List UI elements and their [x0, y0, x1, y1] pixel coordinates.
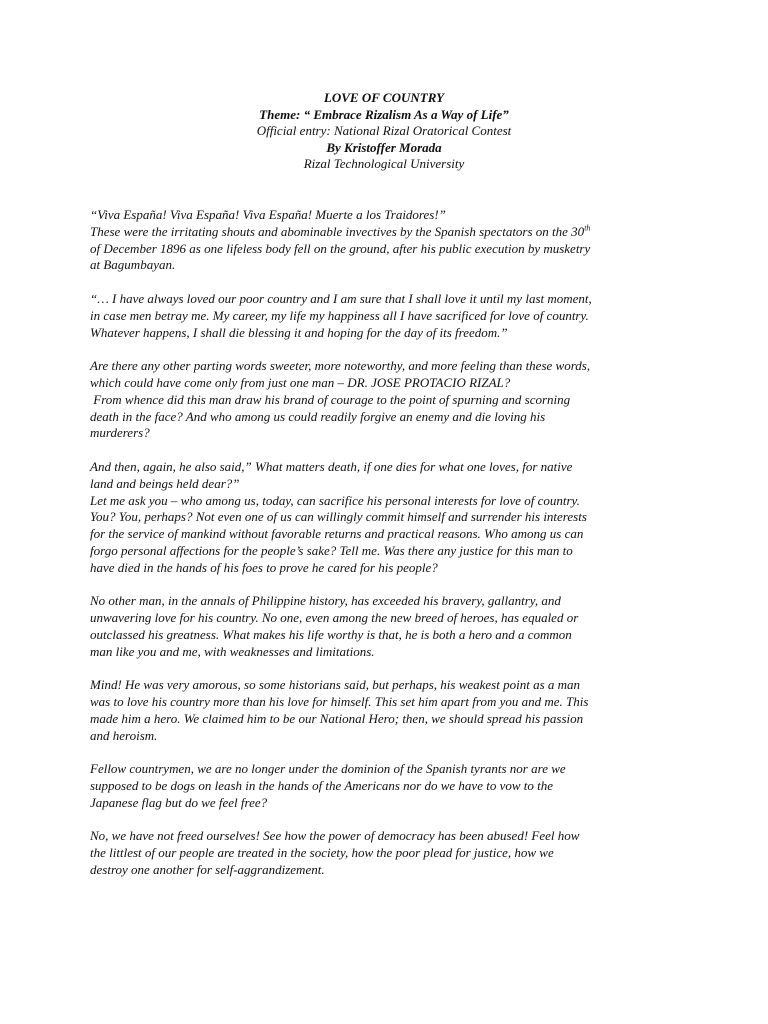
text-line: supposed to be dogs on leash in the hands of the Americans nor do we have to vow to the [90, 778, 554, 794]
text-line: murderers? [90, 425, 150, 441]
paragraph-1 [90, 207, 676, 274]
text-line: forgo personal affections for the people’s sake? Tell me. Was there any justice for this man to [90, 542, 573, 558]
text-line: No, we have not freed ourselves! See how the power of democracy has been abused! Feel how [90, 828, 580, 844]
paragraph-5 [90, 593, 676, 660]
text-line: which could have come only from just one man – DR. JOSE PROTACIO RIZAL? [90, 374, 511, 390]
document-theme: Theme: “ Embrace Rizalism As a Way of Life” [259, 106, 509, 122]
text-line: was to love his country more than his love for himself. This set him apart from you and me. This [90, 694, 589, 710]
text-line: land and beings held dear?” [90, 475, 240, 491]
text-line: of December 1896 as one lifeless body fell on the ground, after his public execution by musketry [90, 240, 591, 256]
paragraph-4 [90, 459, 676, 577]
paragraph-2 [90, 291, 676, 341]
text-line: You? You, perhaps? Not even one of us can willingly commit himself and surrender his interests [90, 509, 587, 525]
text-line: No other man, in the annals of Philippine history, has exceeded his bravery, gallantry, and [90, 593, 561, 609]
text-line: Mind! He was very amorous, so some historians said, but perhaps, his weakest point as a man [90, 677, 581, 693]
text-line: have died in the hands of his foes to prove he cared for his people? [90, 559, 438, 575]
paragraph-3 [90, 358, 676, 442]
text-line: “… I have always loved our poor country and I am sure that I shall love it until my last moment, [90, 290, 592, 306]
text-line: made him a hero. We claimed him to be our National Hero; then, we should spread his passion [90, 710, 584, 726]
text-line: man like you and me, with weaknesses and limitations. [90, 643, 375, 659]
text-line: and heroism. [90, 727, 158, 743]
text-span: These were the irritating shouts and abominable invectives by the Spanish spectators on the 30 [90, 223, 585, 239]
text-line: for the service of mankind without favorable returns and practical reasons. Who among us can [90, 526, 584, 542]
document-entry: Official entry: National Rizal Oratorical Contest [256, 123, 512, 139]
document-school: Rizal Technological University [303, 156, 465, 172]
text-line: “Viva España! Viva España! Viva España! Muerte a los Traidores!” [90, 207, 446, 222]
paragraph-8 [90, 828, 676, 878]
text-line: in case men betray me. My career, my life my happiness all I have sacrificed for love of country. [90, 307, 589, 323]
text-line: Fellow countrymen, we are no longer under the dominion of the Spanish tyrants nor are we [90, 761, 566, 777]
document-author: By Kristoffer Morada [326, 139, 442, 155]
text-line: death in the face? And who among us could readily forgive an enemy and die loving his [90, 408, 546, 424]
text-line: destroy one another for self-aggrandizement. [90, 862, 325, 878]
text-line: Are there any other parting words sweeter, more noteworthy, and more feeling than these words, [90, 358, 591, 374]
text-line: the littlest of our people are treated in the society, how the poor plead for justice, how we [90, 845, 554, 861]
text-line [90, 224, 676, 241]
text-line: From whence did this man draw his brand of courage to the point of spurning and scorning [90, 391, 571, 407]
superscript: th [584, 223, 591, 233]
paragraph-6 [90, 677, 676, 744]
text-line: outclassed his greatness. What makes his life worthy is that, he is both a hero and a common [90, 626, 572, 642]
text-line: Whatever happens, I shall die blessing it and hoping for the day of its freedom.” [90, 324, 508, 340]
text-line: at Bagumbayan. [90, 257, 176, 273]
text-line: unwavering love for his country. No one, even among the new breed of heroes, has equaled or [90, 610, 579, 626]
text-line: And then, again, he also said,” What matters death, if one dies for what one loves, for native [90, 458, 573, 474]
document-body [90, 207, 676, 896]
paragraph-7 [90, 761, 676, 811]
text-line: Let me ask you – who among us, today, can sacrifice his personal interests for love of country. [90, 492, 580, 508]
document-header [0, 90, 768, 173]
text-line: Japanese flag but do we feel free? [90, 794, 268, 810]
document-title: LOVE OF COUNTRY [323, 90, 445, 105]
